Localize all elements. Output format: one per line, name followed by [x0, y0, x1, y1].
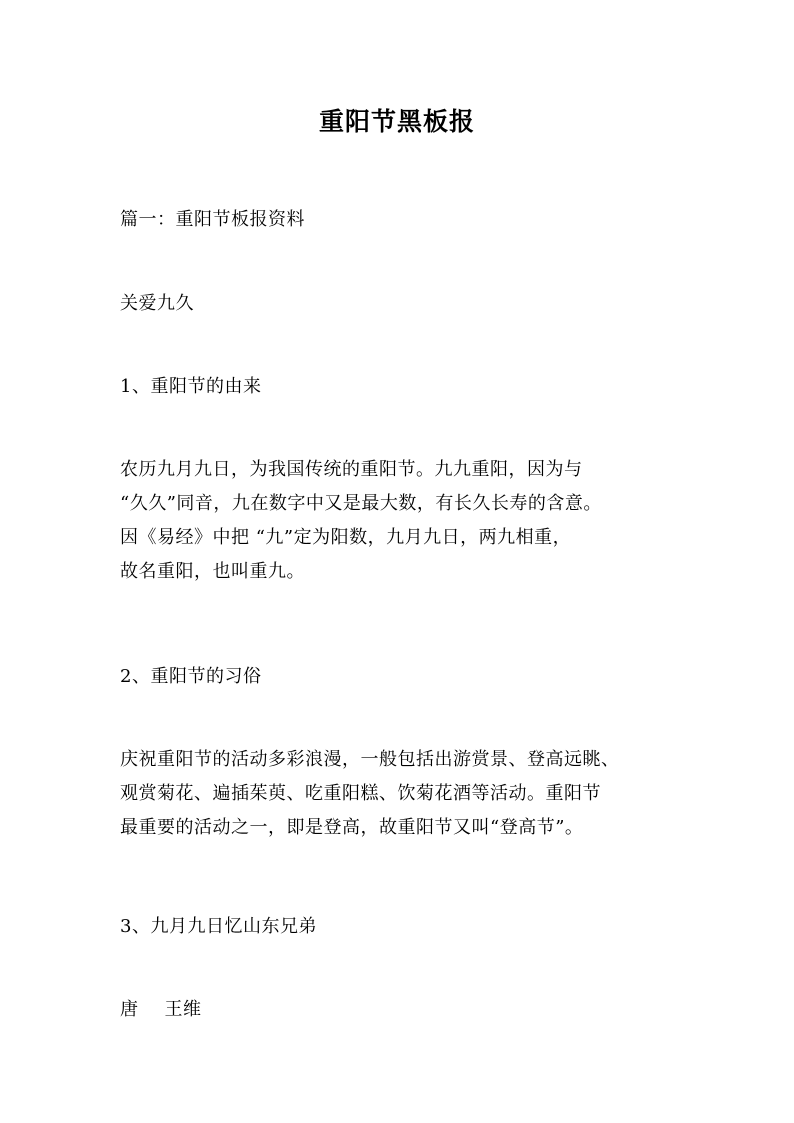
poem-author: 王维: [164, 999, 202, 1020]
item1-line: 农历九月九日，为我国传统的重阳节。九九重阳，因为与: [120, 459, 583, 480]
poem-dynasty: 唐: [120, 999, 139, 1020]
item1-paragraph: [120, 453, 680, 589]
item1-line: 因《易经》中把 “九”定为阳数，九月九日，两九相重，: [120, 527, 572, 548]
theme-line: 关爱九久: [120, 293, 194, 314]
section-heading: 篇一：重阳节板报资料: [120, 209, 305, 230]
item2-heading: 2、重阳节的习俗: [120, 666, 262, 687]
item1-heading: 1、重阳节的由来: [120, 376, 262, 397]
item1-line: “久久”同音，九在数字中又是最大数，有长久长寿的含意。: [120, 493, 602, 514]
item2-line: 观赏菊花、遍插茱萸、吃重阳糕、饮菊花酒等活动。重阳节: [120, 783, 601, 804]
item1-line: 故名重阳，也叫重九。: [120, 561, 305, 582]
document-title: 重阳节黑板报: [318, 107, 475, 136]
poem-attribution: [120, 993, 680, 1027]
item2-paragraph: [120, 743, 680, 845]
item3-heading: 3、九月九日忆山东兄弟: [120, 916, 317, 937]
item2-line: 庆祝重阳节的活动多彩浪漫，一般包括出游赏景、登高远眺、: [120, 749, 620, 770]
item2-line: 最重要的活动之一，即是登高，故重阳节又叫“登高节”。: [120, 817, 584, 838]
